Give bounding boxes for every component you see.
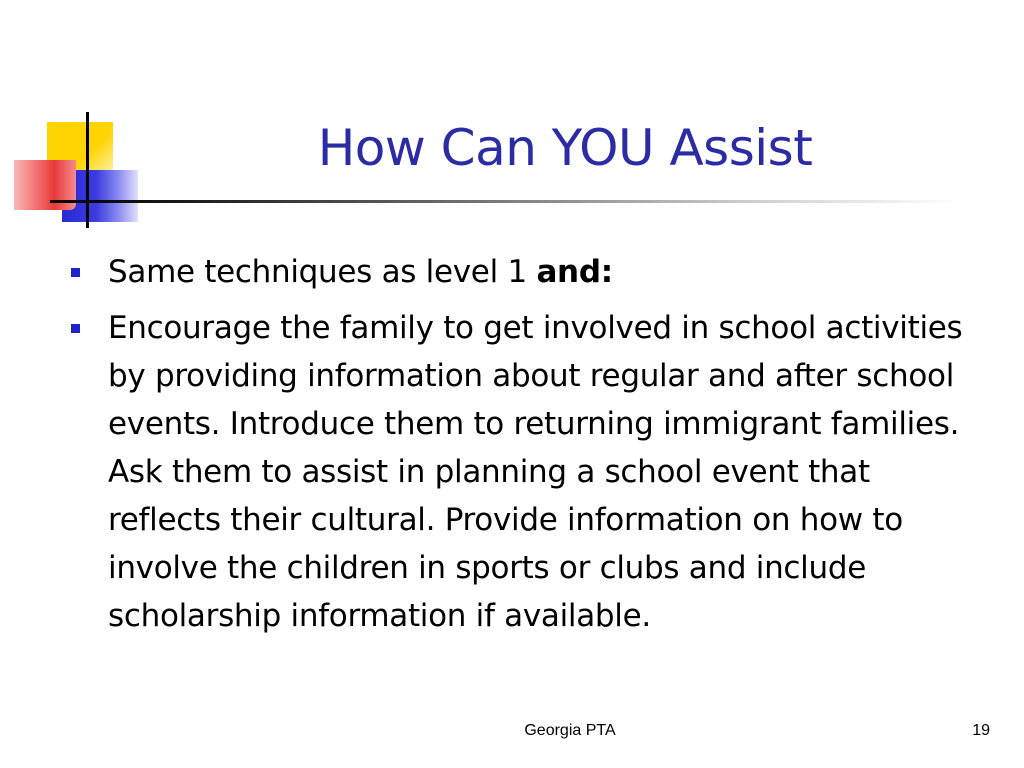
bullet-item-2 (71, 304, 971, 640)
footer-organization: Georgia PTA (524, 722, 616, 739)
bullet-square-icon (71, 324, 80, 333)
bullet-text-1-bold: and: (536, 254, 613, 290)
bullet-square-icon (71, 268, 80, 277)
bullet-list (71, 248, 971, 648)
bullet-text-1 (108, 254, 613, 290)
bullet-item-1 (71, 248, 971, 296)
bullet-text-1-plain: Same techniques as level 1 (108, 254, 537, 290)
slide-title: How Can YOU Assist (317, 119, 813, 177)
title-underline (50, 200, 960, 203)
bullet-text-2: Encourage the family to get involved in school activities by providing information about regular and after school events. Introduce them to returning immigrant families. Ask them to assist in planning a school event that reflects their cultural. Provide information on how to involve the children in sports or clubs and include scholarship information if available. (108, 310, 963, 634)
slide-number: 19 (972, 722, 990, 739)
decorative-logo (0, 0, 200, 240)
vertical-rule (86, 112, 89, 228)
